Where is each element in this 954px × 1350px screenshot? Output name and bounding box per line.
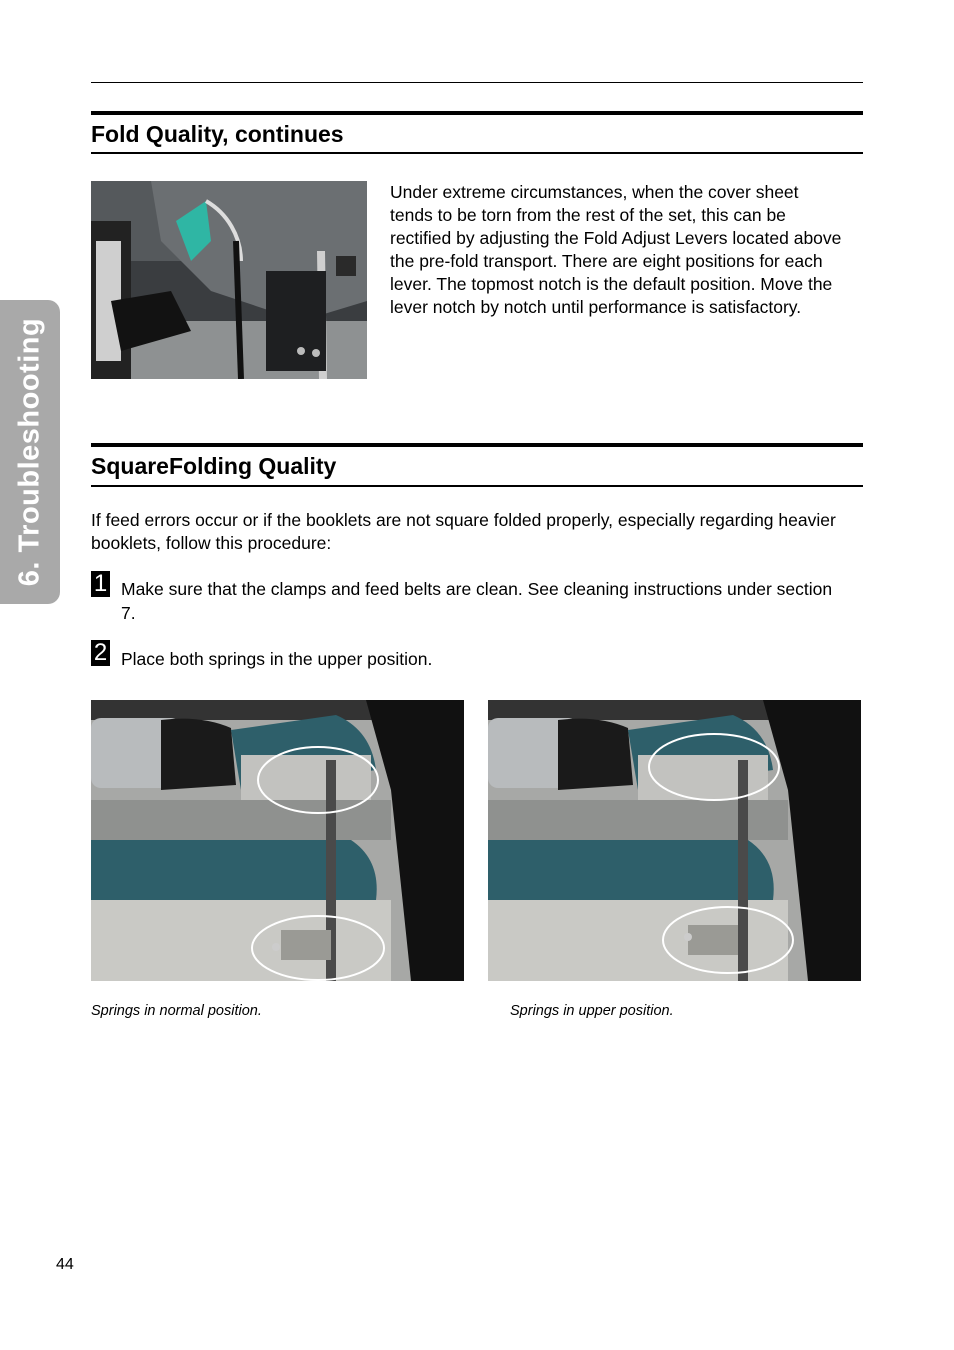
squarefolding-intro: If feed errors occur or if the booklets are not square folded properly, especially regarding heavier booklets, follow this procedure:: [91, 510, 836, 553]
header-rule: [91, 82, 863, 83]
page-number: 44: [56, 1256, 74, 1273]
springs-normal-photo: [91, 700, 464, 981]
step-number-2: 2: [91, 640, 110, 666]
section-rule-bottom: [91, 152, 863, 154]
section-heading-fold-quality: Fold Quality, continues: [91, 121, 344, 147]
step-number-1: 1: [91, 571, 110, 597]
section-rule-bottom: [91, 485, 863, 487]
step-text-1: Make sure that the clamps and feed belts are clean. See cleaning instructions under section 7.: [121, 579, 833, 623]
chapter-tab-label: 6. Troubleshooting: [13, 317, 46, 587]
caption-springs-normal: Springs in normal position.: [91, 1003, 262, 1019]
section-rule-top: [91, 111, 863, 115]
section-rule-top: [91, 443, 863, 447]
section-heading-squarefolding-quality: SquareFolding Quality: [91, 453, 337, 479]
step-text-2: Place both springs in the upper position.: [121, 649, 433, 669]
springs-upper-photo: [488, 700, 861, 981]
fold-adjust-lever-photo: [91, 181, 367, 379]
caption-springs-upper: Springs in upper position.: [510, 1003, 674, 1019]
fold-quality-paragraph: Under extreme circumstances, when the cover sheet tends to be torn from the rest of the set, this can be rectified by adjusting the Fold Adjust Levers located above the pre-fold transport. There are eight positions for each lever. The topmost notch is the default position. Move the lever notch by notch until performance is satisfactory.: [390, 182, 842, 317]
